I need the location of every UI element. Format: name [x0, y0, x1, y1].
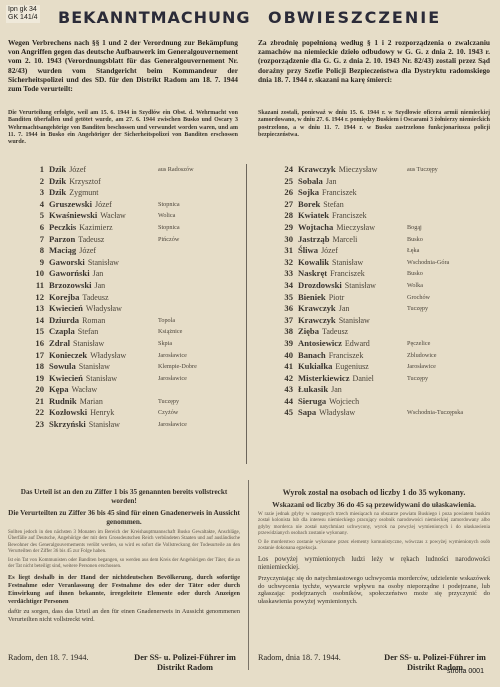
- list-item-place: Busko: [407, 235, 423, 243]
- list-item: [28, 315, 238, 327]
- list-item-surname: Krawczyk: [298, 303, 336, 314]
- list-item-number: 3: [39, 187, 44, 198]
- list-item-place: Grochów: [407, 293, 431, 301]
- list-item: [28, 361, 238, 373]
- intro-german: Wegen Verbrechens nach §§ 1 und 2 der Verordnung zur Bekämpfung von Angriffen gegen das deutsche Aufbauwerk im Generalgouvernement vom 2. 10. 1943 (Verordnungsblatt für das Generalgouvernement Nr. 82/43) wurden vom Standgericht beim Kommandeur der Sicherheitspolizei und des SD. für den Distrikt Radom am 18. 7. 1944 zum Tode verurteilt:: [8, 38, 238, 94]
- list-item-number: 18: [35, 361, 44, 372]
- list-item-given-name: Jan: [338, 304, 350, 314]
- list-item: [277, 222, 492, 234]
- list-item-given-name: Mieczysław: [336, 222, 375, 232]
- list-item-given-name: Marian: [79, 396, 103, 406]
- list-item-place: Pęczelice: [407, 339, 431, 347]
- list-item: [28, 164, 238, 176]
- list-item-given-name: Józef: [94, 199, 112, 209]
- list-item-surname: Czapla: [49, 326, 75, 337]
- detail-german: Die Verurteilung erfolgte, weil am 15. 6. 1944 in Szydłów ein Obst. d. Wehrmacht von Banditen überfallen und getötet wurde, am 27. 6. 1944 zwischen Busko und Oscary 3 Wehrmachtsangehörige von Banditen beschossen und verwundet worden waren, und am 11. 7. 1944 in Busko ein Angehöriger der Sicherheitspolizei von Banditen erschossen wurde.: [8, 110, 238, 146]
- list-item-surname: Łukasik: [298, 384, 329, 395]
- list-item: [28, 187, 238, 199]
- list-item-number: 22: [35, 407, 44, 418]
- list-item-given-name: Krzysztof: [69, 176, 101, 186]
- list-item-surname: Skrzyński: [49, 419, 86, 430]
- list-item-number: 13: [35, 303, 44, 314]
- list-item-number: 4: [39, 198, 44, 209]
- list-item: [277, 187, 492, 199]
- list-item: [277, 268, 492, 280]
- list-item-surname: Kukiałka: [298, 361, 333, 372]
- list-item-place: aus Radoszów: [158, 166, 194, 173]
- list-item-number: 37: [284, 314, 293, 325]
- list-item-surname: Drozdowski: [298, 279, 342, 290]
- list-item-given-name: Edward: [344, 338, 370, 348]
- list-item: [277, 361, 492, 373]
- list-item: [28, 280, 238, 292]
- list-item-surname: Sobala: [298, 175, 323, 186]
- list-item-surname: Korejba: [49, 291, 80, 302]
- list-item-place: Łęka: [407, 247, 420, 255]
- list-item-given-name: Henryk: [90, 408, 115, 418]
- list-item-number: 43: [284, 384, 293, 395]
- list-item-number: 40: [284, 349, 293, 360]
- list-item-place: Zbludowice: [407, 351, 437, 359]
- list-item-surname: Kwaśniewski: [49, 210, 98, 221]
- archive-stamp-line-1: Ipn gk 34: [8, 6, 37, 13]
- list-item: [28, 257, 238, 269]
- list-item-place: Bogąj: [407, 223, 422, 231]
- list-item-surname: Maciąg: [49, 245, 77, 256]
- list-item-number: 26: [284, 187, 293, 198]
- list-item: [28, 303, 238, 315]
- list-item: [277, 373, 492, 385]
- list-item-place: Tuczępy: [158, 397, 180, 405]
- list-item-place: Wschodnia-Tuczępska: [407, 409, 464, 417]
- end-paragraph-polish: Przyczyniając się do natychmiastowego uchwycenia morderców, udzielenie wskazówek do uchwycenia tychże, wywarcie wpływu na osoby nieporządne i podejrzane, lub zgłaszając podejrzanych osobników, społeczeństwo może się przyczynić do ułaskawienia powyżej wymienionych.: [258, 574, 490, 606]
- list-item: [28, 384, 238, 396]
- subheadline-polish: Wskazani od liczby 36 do 45 są przewidywani do ułaskawienia.: [272, 500, 476, 509]
- list-item-given-name: Mieczysław: [338, 165, 378, 174]
- list-item-number: 35: [284, 291, 293, 302]
- list-item: [277, 384, 492, 396]
- footer-signature-polish: Der SS- u. Polizei-Führer im Distrikt Radom: [384, 653, 486, 672]
- list-item: [28, 245, 238, 257]
- list-item-number: 5: [39, 210, 44, 221]
- list-item-number: 28: [284, 210, 293, 221]
- list-item-place: Jarosławice: [158, 374, 187, 382]
- list-item-given-name: Stanisław: [332, 257, 364, 267]
- list-item: [277, 338, 492, 350]
- list-item-number: 31: [284, 245, 293, 256]
- list-item-place: Topola: [158, 316, 176, 324]
- list-item-surname: Kwiecień: [49, 372, 83, 383]
- title-polish: OBWIESZCZENIE: [268, 8, 442, 27]
- list-item-surname: Sojka: [298, 187, 320, 198]
- footer-date-polish: Radom, dnia 18. 7. 1944.: [258, 653, 341, 662]
- list-item-given-name: Stanisław: [78, 362, 110, 372]
- list-item-surname: Kozłowski: [49, 407, 88, 418]
- condemned-list-left: [28, 164, 238, 431]
- list-item-number: 41: [284, 361, 293, 372]
- list-item: [277, 210, 492, 222]
- bottom-text-german: [8, 488, 240, 627]
- list-item-surname: Dzik: [49, 175, 67, 186]
- list-item-place: Stopnica: [158, 223, 180, 231]
- end-paragraph-german: dafür zu sorgen, dass das Urteil an den für einen Gnadenerweis in Aussicht genommenen Verurteilten nicht vollstreckt wird.: [8, 608, 240, 624]
- list-item-number: 45: [284, 407, 293, 418]
- list-item-place: Skpia: [158, 339, 173, 347]
- list-item: [28, 396, 238, 408]
- list-item-given-name: Franciszek: [330, 269, 365, 279]
- list-item-given-name: Stanisław: [85, 373, 117, 383]
- list-item-given-name: Eugeniusz: [335, 362, 369, 372]
- list-item-surname: Śliwa: [298, 245, 319, 256]
- list-item-number: 14: [35, 314, 44, 325]
- list-item-surname: Kwiatek: [298, 210, 330, 221]
- list-item-surname: Zięba: [298, 326, 320, 337]
- footer-date-german: Radom, den 18. 7. 1944.: [8, 653, 89, 662]
- list-item-place: Stopnica: [158, 200, 180, 208]
- lead-paragraph-german: Es liegt deshalb in der Hand der nichtdeutschen Bevölkerung, durch sofortige Festnahme oder Veranlassung der Festnahme des oder der Täter oder durch Einwirkung auf ihnen bekannte, irregeleitete Elemente oder durch Anzeigen verdächtiger Personen: [8, 573, 240, 605]
- intro-polish: Za zbrodnię popełnioną według § 1 i 2 rozporządzenia o zwalczaniu zamachów na niemieckie dzieło odbudowy w G. G. z dnia 2. 10. 1943 r. (rozporządzenie dla G. G. z dnia 2. 10. 1943 Nr. 82/43) zostali przez Sąd doraźny przy Szefie Policji Bezpieczeństwa dla Dystryktu radomskiego dnia 18. 7. 1944 r. skazani na karę śmierci:: [258, 38, 490, 84]
- list-item-surname: Kwiecień: [49, 303, 83, 314]
- list-item-number: 38: [284, 326, 293, 337]
- list-item-number: 33: [284, 268, 293, 279]
- list-item-number: 19: [35, 372, 44, 383]
- list-item-given-name: Zygmunt: [69, 188, 99, 198]
- list-item: [277, 315, 492, 327]
- list-item-given-name: Tadeusz: [78, 234, 105, 244]
- list-item-place: Tuczępy: [407, 374, 429, 382]
- list-item-given-name: Wojciech: [329, 396, 360, 406]
- list-item-number: 1: [39, 164, 44, 174]
- column-divider-bottom: [248, 480, 249, 670]
- list-item-given-name: Stanisław: [344, 280, 376, 290]
- list-item-surname: Dzik: [49, 164, 67, 174]
- list-item: [28, 292, 238, 304]
- list-item: [277, 199, 492, 211]
- lead-paragraph-polish: Los powyżej wymienionych ludzi leży w rękach ludności narodowości nieniemieckiej.: [258, 555, 490, 571]
- list-item-number: 25: [284, 175, 293, 186]
- list-item-given-name: Jan: [331, 385, 342, 395]
- list-item-given-name: Stefan: [323, 199, 344, 209]
- list-item-number: 34: [284, 279, 293, 290]
- archive-stamp: [6, 5, 40, 23]
- list-item-given-name: Jan: [325, 176, 337, 186]
- list-item-given-name: Wacław: [100, 211, 126, 221]
- page-label: strona 0001: [447, 668, 484, 675]
- small-paragraph-polish-2: O ile morderstwo zostanie wykonane przez elementy komunistyczne, wówczas z powyżej wymienionych osób zostanie dokonana egzekucja.: [258, 540, 490, 552]
- list-item-number: 12: [35, 291, 44, 302]
- list-item-surname: Kowalik: [298, 256, 330, 267]
- list-item-number: 23: [35, 419, 44, 430]
- list-item-surname: Zdral: [49, 337, 71, 348]
- list-item-surname: Krawczyk: [298, 164, 336, 174]
- list-item-surname: Bieniek: [298, 291, 326, 302]
- list-item: [277, 245, 492, 257]
- list-item-surname: Borek: [298, 198, 321, 209]
- list-item-number: 9: [39, 256, 44, 267]
- bottom-text-polish: [258, 488, 490, 609]
- subheadline-german: Die Verurteilten zu Ziffer 36 bis 45 sind für einen Gnadenerweis in Aussicht genommen.: [8, 509, 240, 526]
- list-item-given-name: Stefan: [77, 327, 99, 337]
- list-item-surname: Konieczek: [49, 349, 88, 360]
- list-item-number: 7: [39, 233, 44, 244]
- list-item-given-name: Józef: [79, 246, 97, 256]
- list-item-given-name: Piotr: [328, 292, 345, 302]
- list-item-given-name: Jan: [94, 280, 106, 290]
- list-item-number: 42: [284, 372, 293, 383]
- list-item-surname: Gaworński: [49, 268, 90, 279]
- list-item: [28, 407, 238, 419]
- list-item-number: 15: [35, 326, 44, 337]
- list-item-number: 2: [39, 175, 44, 186]
- list-item-given-name: Franciszek: [332, 211, 367, 221]
- list-item-surname: Gaworski: [49, 256, 85, 267]
- list-item: [277, 396, 492, 408]
- list-item-number: 21: [35, 395, 44, 406]
- list-item-surname: Peczkis: [49, 221, 77, 232]
- list-item: [277, 292, 492, 304]
- list-item-place: Czyżów: [158, 409, 179, 417]
- list-item-given-name: Stanisław: [73, 338, 105, 348]
- list-item-surname: Kępa: [49, 384, 69, 395]
- list-item-surname: Antosiewicz: [298, 337, 342, 348]
- list-item-place: Wolica: [158, 212, 176, 220]
- list-item: [277, 257, 492, 269]
- archive-stamp-line-2: GK 141/4: [8, 14, 38, 21]
- list-item: [28, 199, 238, 211]
- column-divider: [246, 164, 247, 464]
- list-item-number: 36: [284, 303, 293, 314]
- list-item-place: Książnice: [158, 328, 183, 336]
- list-item-place: Jarosławice: [158, 421, 187, 429]
- list-item-given-name: Stanisław: [87, 257, 119, 267]
- headline-german: Das Urteil ist an den zu Ziffer 1 bis 35 genannten bereits vollstreckt worden!: [20, 488, 228, 505]
- list-item: [28, 268, 238, 280]
- list-item-number: 24: [284, 164, 293, 174]
- list-item-surname: Banach: [298, 349, 326, 360]
- list-item-surname: Gruszewski: [49, 198, 92, 209]
- list-item-number: 30: [284, 233, 293, 244]
- list-item-number: 17: [35, 349, 44, 360]
- list-item: [277, 326, 492, 338]
- list-item: [28, 338, 238, 350]
- list-item-place: Wolka: [407, 281, 423, 289]
- list-item-place: Wschodnia-Góra: [407, 258, 450, 266]
- list-item-number: 10: [35, 268, 44, 279]
- list-item-given-name: Józef: [321, 246, 338, 256]
- list-item-place: Tuczępy: [407, 305, 429, 313]
- footer-signature-german: Der SS- u. Polizei-Führer im Distrikt Radom: [134, 653, 236, 672]
- small-paragraph-german-1: Sollten jedoch in den nächsten 3 Monaten im Bereich der Kreishauptmannschaft Busko Gewaltakte, Anschläge, Überfälle auf Deutsche, Angehörige der mit dem Grossdeutschen Reich verbündeten Staaten und auf ausländische Bewohner des Generalgouvernements verübt werden, so wird es sofort die Vollstreckung der Todesurteile an den Verurteilten der Ziffer 36 bis 45 zur Folge haben.: [8, 530, 240, 554]
- list-item-surname: Sapa: [298, 407, 317, 418]
- list-item-number: 44: [284, 395, 293, 406]
- list-item-given-name: Roman: [82, 315, 106, 325]
- list-item-number: 16: [35, 337, 44, 348]
- list-item-surname: Wojtacha: [298, 221, 334, 232]
- list-item-surname: Dziurda: [49, 314, 80, 325]
- list-item-given-name: Stanisław: [338, 315, 370, 325]
- list-item-surname: Brzozowski: [49, 279, 92, 290]
- list-item-surname: Misterkiewicz: [298, 372, 350, 383]
- list-item-number: 39: [284, 337, 293, 348]
- list-item: [28, 222, 238, 234]
- list-item-place: Busko: [407, 270, 423, 278]
- list-item-place: Jarosławice: [407, 363, 436, 371]
- list-item-given-name: Władysław: [85, 304, 122, 314]
- list-item-number: 6: [39, 221, 44, 232]
- list-item-surname: Parzon: [49, 233, 76, 244]
- list-item-place: Pińczów: [158, 235, 180, 243]
- list-item-surname: Rudnik: [49, 395, 77, 406]
- list-item-given-name: Daniel: [352, 373, 374, 383]
- list-item-place: aus Tuczępy: [407, 166, 438, 173]
- list-item-surname: Dzik: [49, 187, 67, 198]
- list-item-given-name: Jan: [92, 269, 104, 279]
- list-item: [28, 350, 238, 362]
- list-item-place: Jarosławice: [158, 351, 187, 359]
- list-item-number: 8: [39, 245, 44, 256]
- list-item-given-name: Marceli: [332, 234, 358, 244]
- list-item-given-name: Wacław: [71, 385, 98, 395]
- list-item-given-name: Tadeusz: [322, 327, 349, 337]
- title-german: BEKANNTMACHUNG: [58, 8, 251, 27]
- small-paragraph-german-2: Ist ein Tat von Kommunisten oder Banditen begangen, so werden aus dem Kreis der Angehörigen der Täter, die an der Tat nicht beteiligt sind, weitere Personen erschossen.: [8, 558, 240, 570]
- list-item-given-name: Franciszek: [322, 188, 357, 198]
- list-item: [277, 176, 492, 188]
- list-item-surname: Sowula: [49, 361, 76, 372]
- small-paragraph-polish-1: W razie jednak gdyby w następnych trzech miesiącach na obszarze powiatu Buskiego i poza powiatem buskim został kolonista lub dla interesu niemieckiego pracujący osobnik narodowości niemieckiej zamordowany albo gdyby morderca nie został natychmiast uchwycony, wyrok na powyżej wymienionych i do ułaskawienia przewidzianych osobach zostanie wykonany.: [258, 512, 490, 536]
- list-item: [277, 234, 492, 246]
- list-item-given-name: Józef: [69, 165, 87, 174]
- condemned-list-right: [277, 164, 492, 419]
- list-item: [277, 350, 492, 362]
- list-item-surname: Krawczyk: [298, 314, 336, 325]
- list-item-given-name: Tadeusz: [82, 292, 109, 302]
- list-item-place: Klempie-Dobre: [158, 363, 197, 371]
- detail-polish: Skazani zostali, ponieważ w dniu 15. 6. 1944 r. w Szydłowie oficera armii niemieckiej zamordowano, w dniu 27. 6. 1944 r. pomiędzy Buskiem i Oscarami 3 żołnierzy niemieckich postrzelono, a w dniu 11. 7. 1944 r. w Busku zastrzelono funkcjonariusza policji bezpieczeństwa.: [258, 110, 490, 138]
- list-item-surname: Sieruga: [298, 395, 327, 406]
- list-item: [28, 176, 238, 188]
- list-item-given-name: Władysław: [90, 350, 127, 360]
- list-item-number: 32: [284, 256, 293, 267]
- list-item-number: 11: [35, 279, 44, 290]
- list-item: [28, 373, 238, 385]
- list-item-given-name: Władysław: [319, 408, 356, 418]
- list-item: [28, 234, 238, 246]
- list-item-given-name: Franciszek: [328, 350, 364, 360]
- list-item-number: 27: [284, 198, 293, 209]
- list-item: [28, 419, 238, 431]
- list-item-number: 29: [284, 221, 293, 232]
- list-item-surname: Naskręt: [298, 268, 328, 279]
- list-item: [28, 210, 238, 222]
- list-item-given-name: Stanisław: [88, 420, 120, 430]
- list-item: [277, 303, 492, 315]
- list-item-number: 20: [35, 384, 44, 395]
- headline-polish: Wyrok został na osobach od liczby 1 do 35 wykonany.: [282, 488, 466, 497]
- list-item: [277, 407, 492, 419]
- list-item: [28, 326, 238, 338]
- list-item-given-name: Kazimierz: [79, 222, 113, 232]
- list-item-surname: Jastrząb: [298, 233, 330, 244]
- list-item: [277, 164, 492, 176]
- list-item: [277, 280, 492, 292]
